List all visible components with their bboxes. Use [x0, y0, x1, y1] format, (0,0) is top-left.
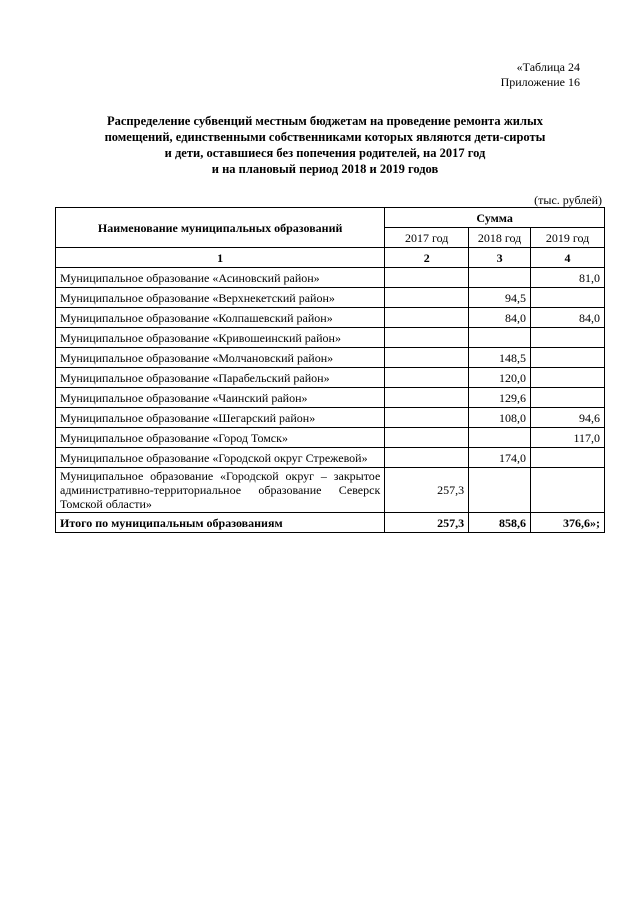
- value-2017: [385, 268, 469, 288]
- municipality-name: Муниципальное образование «Чаинский район»: [56, 388, 385, 408]
- municipality-name: Муниципальное образование «Городской округ – закрытое административно-территориальное образование Северск Томской области»: [56, 468, 385, 513]
- value-2018: 148,5: [469, 348, 531, 368]
- title-line: Распределение субвенций местным бюджетам на проведение ремонта жилых: [107, 114, 543, 128]
- table-label: «Таблица 24: [516, 60, 580, 74]
- total-label: Итого по муниципальным образованиям: [56, 513, 385, 533]
- municipality-name: Муниципальное образование «Шегарский район»: [56, 408, 385, 428]
- table-row: [56, 368, 605, 388]
- column-header-sum: Сумма: [385, 208, 605, 228]
- column-header-2017: 2017 год: [385, 228, 469, 248]
- table-row: [56, 308, 605, 328]
- value-2017: [385, 388, 469, 408]
- municipality-name: Муниципальное образование «Город Томск»: [56, 428, 385, 448]
- table-row: [56, 288, 605, 308]
- table-row: [56, 388, 605, 408]
- value-2017: [385, 448, 469, 468]
- value-2018: 108,0: [469, 408, 531, 428]
- column-number: 4: [531, 248, 605, 268]
- column-number: 2: [385, 248, 469, 268]
- value-2018: [469, 328, 531, 348]
- value-2019: [531, 288, 605, 308]
- value-2019: 94,6: [531, 408, 605, 428]
- value-2019: [531, 328, 605, 348]
- value-2017: [385, 328, 469, 348]
- column-header-2019: 2019 год: [531, 228, 605, 248]
- subvention-table: [55, 207, 605, 533]
- table-row: [56, 268, 605, 288]
- closing-quote: »;: [590, 515, 600, 530]
- value-2018: [469, 468, 531, 513]
- value-2017: [385, 368, 469, 388]
- value-2019: [531, 368, 605, 388]
- title-line: и на плановый период 2018 и 2019 годов: [211, 162, 439, 176]
- value-2018: [469, 428, 531, 448]
- total-2017: 257,3: [385, 513, 469, 533]
- title-line: помещений, единственными собственниками которых являются дети-сироты: [104, 130, 546, 144]
- total-2019: 376,6: [563, 515, 590, 530]
- column-number: 1: [56, 248, 385, 268]
- column-header-name: Наименование муниципальных образований: [56, 208, 385, 248]
- value-2018: 94,5: [469, 288, 531, 308]
- value-2019: [531, 348, 605, 368]
- value-2017: [385, 428, 469, 448]
- municipality-name: Муниципальное образование «Молчановский район»: [56, 348, 385, 368]
- municipality-name: Муниципальное образование «Колпашевский район»: [56, 308, 385, 328]
- units-label: (тыс. рублей): [534, 193, 602, 207]
- table-row: [56, 328, 605, 348]
- table-row: [56, 448, 605, 468]
- total-2019-cell: [531, 513, 605, 533]
- table-row: [56, 468, 605, 513]
- municipality-name: Муниципальное образование «Парабельский район»: [56, 368, 385, 388]
- table-row: [56, 408, 605, 428]
- value-2017: 257,3: [385, 468, 469, 513]
- value-2019: 117,0: [531, 428, 605, 448]
- municipality-name: Муниципальное образование «Асиновский район»: [56, 268, 385, 288]
- value-2019: 81,0: [531, 268, 605, 288]
- value-2017: [385, 348, 469, 368]
- title-line: и дети, оставшиеся без попечения родителей, на 2017 год: [164, 146, 486, 160]
- value-2017: [385, 308, 469, 328]
- table-row: [56, 428, 605, 448]
- value-2019: [531, 468, 605, 513]
- value-2019: [531, 448, 605, 468]
- total-2018: 858,6: [469, 513, 531, 533]
- total-row: [56, 513, 605, 533]
- table-reference-block: [501, 60, 580, 90]
- value-2018: 120,0: [469, 368, 531, 388]
- value-2017: [385, 408, 469, 428]
- municipality-name: Муниципальное образование «Городской округ Стрежевой»: [56, 448, 385, 468]
- value-2018: 84,0: [469, 308, 531, 328]
- municipality-name: Муниципальное образование «Верхнекетский район»: [56, 288, 385, 308]
- column-header-2018: 2018 год: [469, 228, 531, 248]
- table-row: [56, 348, 605, 368]
- value-2019: [531, 388, 605, 408]
- value-2019: 84,0: [531, 308, 605, 328]
- document-title: [60, 113, 590, 177]
- value-2018: [469, 268, 531, 288]
- value-2018: 129,6: [469, 388, 531, 408]
- value-2018: 174,0: [469, 448, 531, 468]
- municipality-name: Муниципальное образование «Кривошеинский район»: [56, 328, 385, 348]
- appendix-label: Приложение 16: [500, 75, 580, 89]
- column-number: 3: [469, 248, 531, 268]
- value-2017: [385, 288, 469, 308]
